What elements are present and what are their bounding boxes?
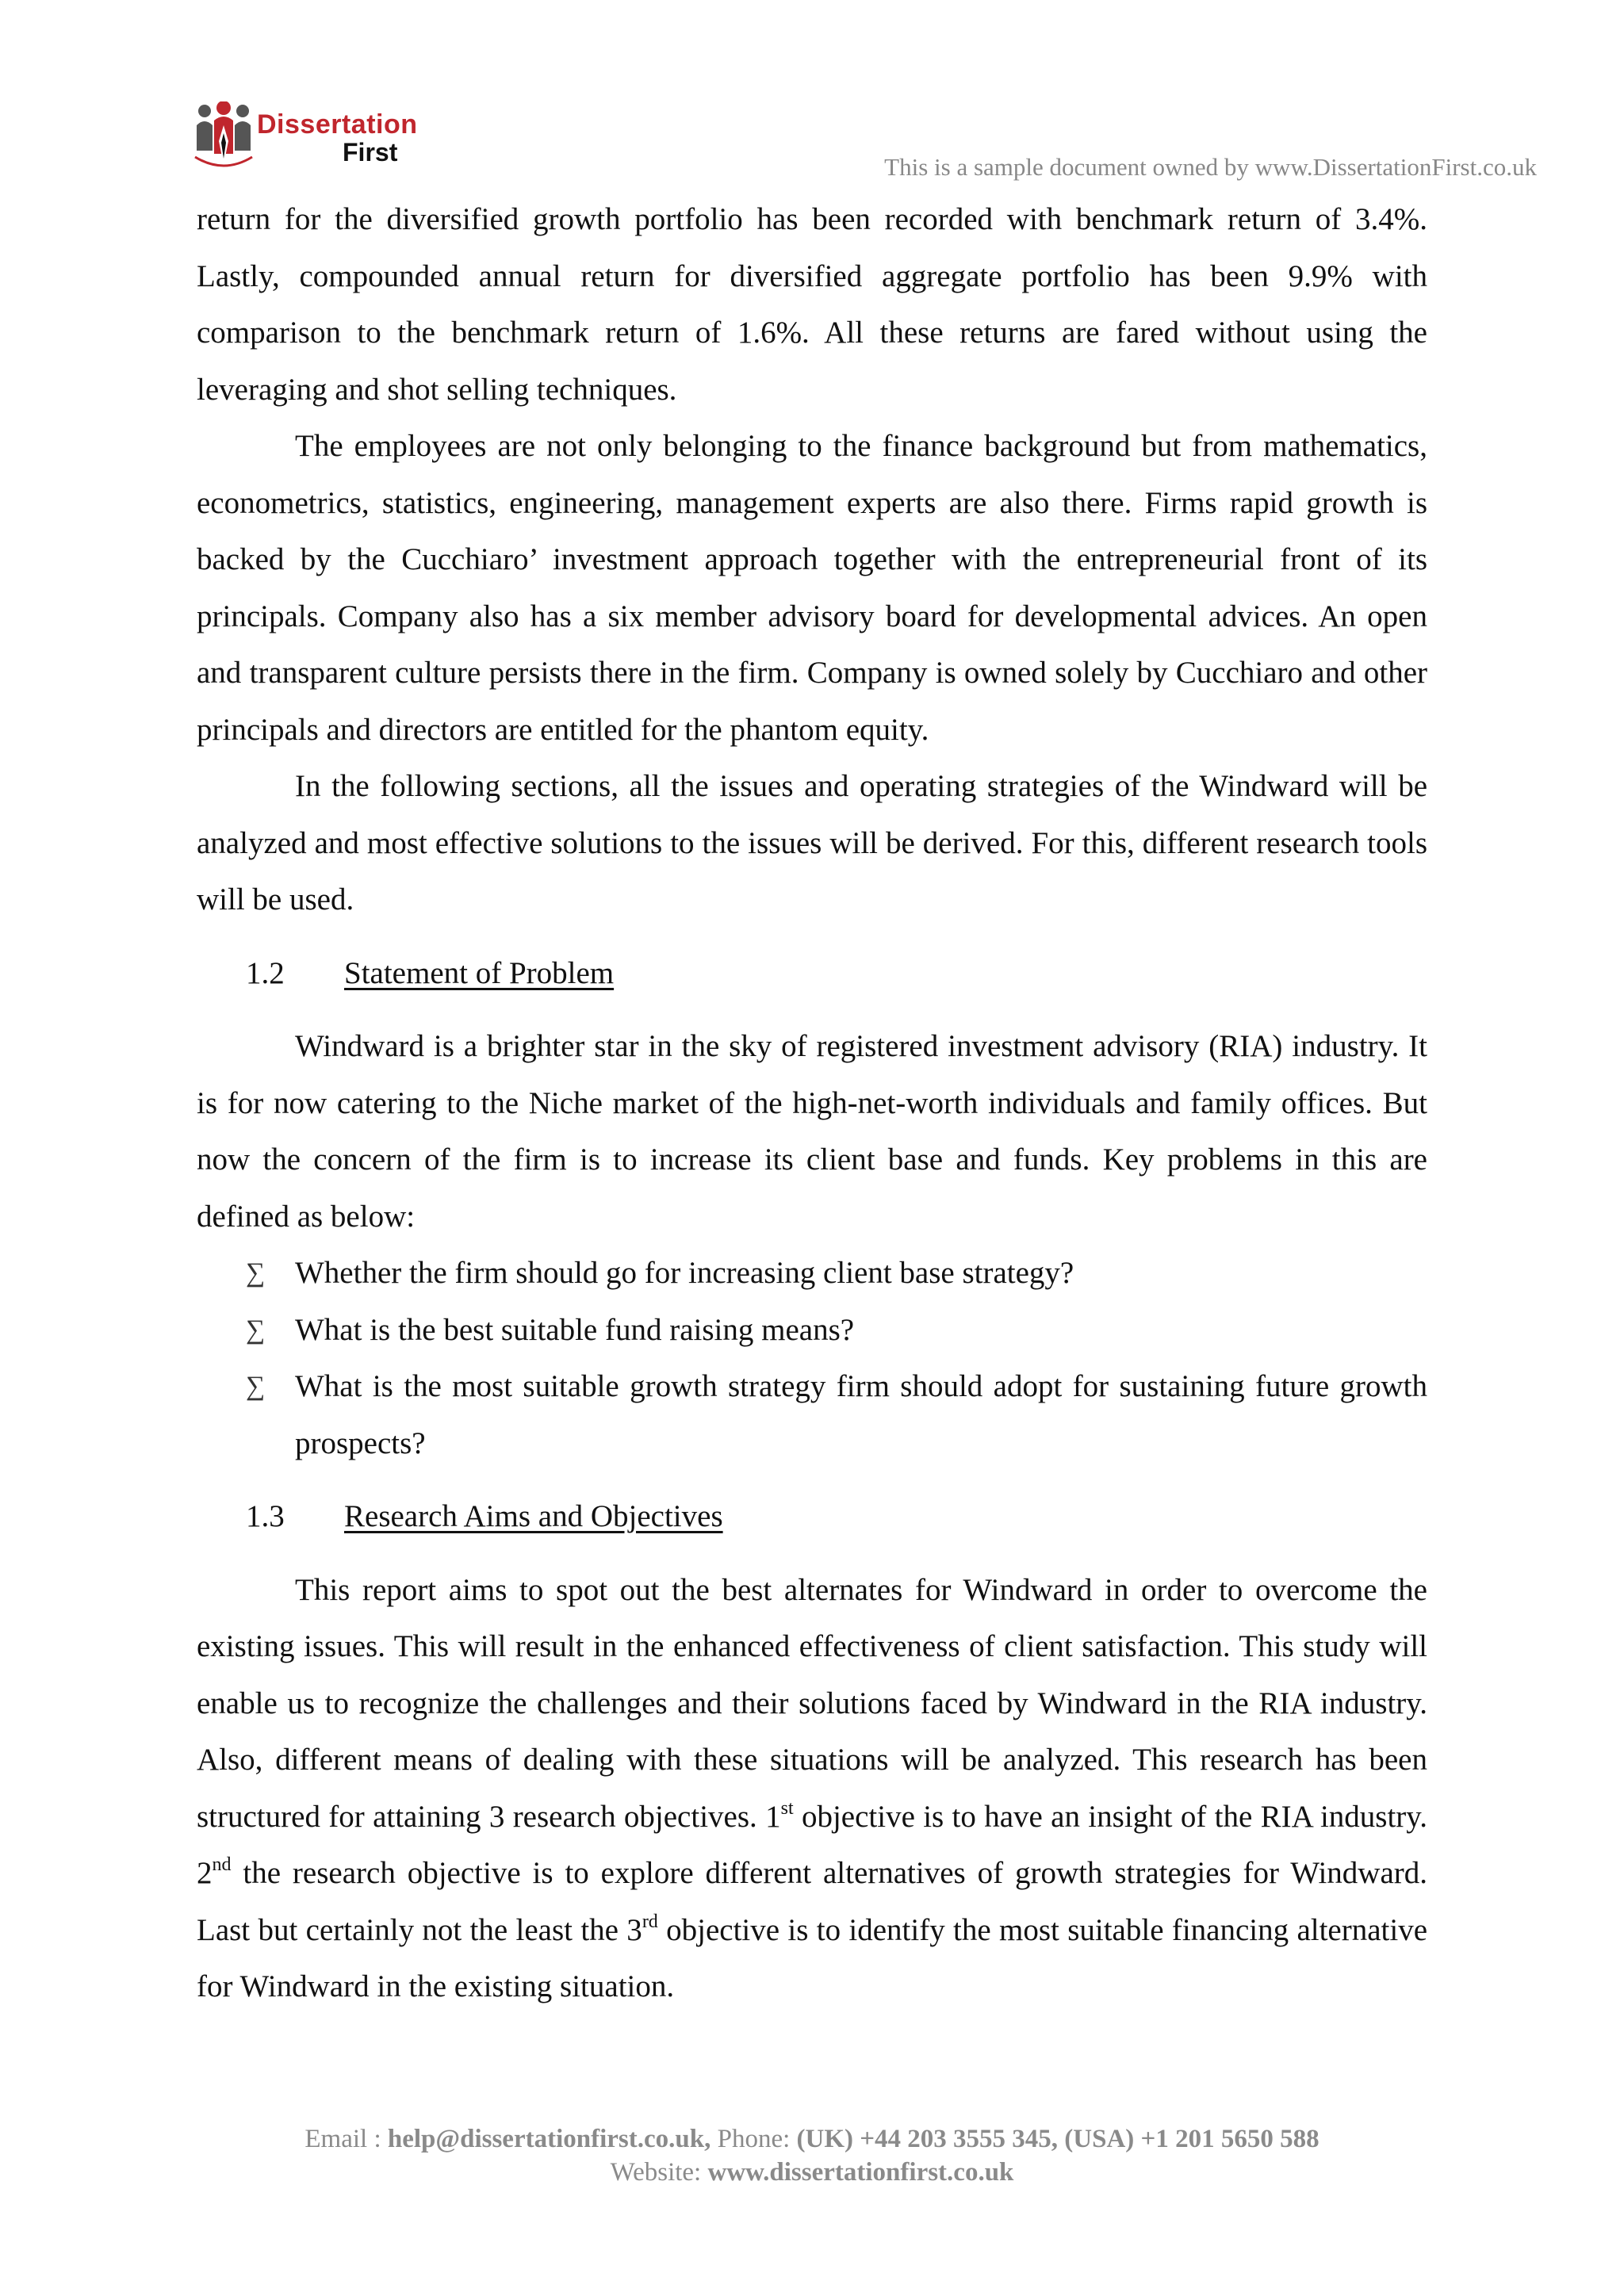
footer-website-line: Website: www.dissertationfirst.co.uk: [610, 2158, 1014, 2187]
paragraph-returns: return for the diversified growth portfolio has been recorded with benchmark return of 3.4%. Lastly, compounded annual return for diversified aggregate portfolio has been 9.9% with comparison to the benchmark return of 1.6%. All these returns are fared without using the leveraging and shot selling techniques.: [197, 202, 1427, 407]
logo: [190, 101, 428, 170]
section-title: Research Aims and Objectives: [344, 1499, 723, 1533]
paragraph-problem: Windward is a brighter star in the sky of registered investment advisory (RIA) industry. It is for now catering to the Niche market of the high-net-worth individuals and family offices. But now the concern of the firm is to increase its client base and funds. Key problems in this are defined as below:: [197, 1029, 1427, 1234]
sigma-bullet-icon: ∑: [246, 1314, 266, 1345]
section-heading-1-2: [246, 945, 1427, 1002]
list-item: [197, 1245, 1427, 1302]
problem-list: [197, 1245, 1427, 1471]
logo-text-first: First: [343, 138, 398, 166]
sigma-bullet-icon: ∑: [246, 1258, 266, 1288]
list-item: [197, 1302, 1427, 1359]
footer: [0, 2122, 1624, 2189]
list-item-text: What is the best suitable fund raising means?: [295, 1312, 855, 1347]
paragraph-aims: This report aims to spot out the best alternates for Windward in order to overcome the existing issues. This will result in the enhanced effectiveness of client satisfaction. This study will enable us to recognize the challenges and their solutions faced by Windward in the RIA industry. Also, different means of dealing with these situations will be analyzed. This research has been structured for attaining 3 research objectives. 1st objective is to have an insight of the RIA industry. 2nd the research objective is to explore different alternatives of growth strategies for Windward. Last but certainly not the least the 3rd objective is to identify the most suitable financing alternative for Windward in the existing situation.: [197, 1572, 1428, 2003]
footer-phone: (UK) +44 203 3555 345, (USA) +1 201 5650 588: [796, 2125, 1320, 2153]
list-item: [197, 1358, 1427, 1471]
list-item-text: What is the most suitable growth strategy firm should adopt for sustaining future growth prospects?: [295, 1369, 1427, 1460]
sigma-bullet-icon: ∑: [246, 1372, 266, 1401]
footer-website-link[interactable]: www.dissertationfirst.co.uk: [707, 2158, 1014, 2187]
logo-text-dissertation: Dissertation: [257, 109, 418, 140]
footer-contact-line: Email : help@dissertationfirst.co.uk, Phone: (UK) +44 203 3555 345, (USA) +1 201 5650 588: [304, 2125, 1320, 2153]
paragraph-following-sections: In the following sections, all the issues and operating strategies of the Windward will be analyzed and most effective solutions to the issues will be derived. For this, different research tools will be used.: [197, 769, 1427, 916]
section-heading-1-3: [246, 1488, 1427, 1545]
people-figures-icon: [193, 101, 254, 170]
section-title: Statement of Problem: [344, 955, 615, 990]
document-body: [197, 191, 1427, 2015]
section-number: 1.2: [246, 955, 285, 990]
section-number: 1.3: [246, 1499, 285, 1533]
paragraph-employees: The employees are not only belonging to the finance background but from mathematics, econometrics, statistics, engineering, management experts are also there. Firms rapid growth is backed by the Cucchiaro’ investment approach together with the entrepreneurial front of its principals. Company also has a six member advisory board for developmental advices. An open and transparent culture persists there in the firm. Company is owned solely by Cucchiaro and other principals and directors are entitled for the phantom equity.: [197, 429, 1427, 747]
list-item-text: Whether the firm should go for increasing client base strategy?: [295, 1256, 1074, 1290]
footer-email[interactable]: help@dissertationfirst.co.uk,: [387, 2125, 711, 2153]
owner-note: This is a sample document owned by www.DissertationFirst.co.uk: [884, 153, 1537, 181]
